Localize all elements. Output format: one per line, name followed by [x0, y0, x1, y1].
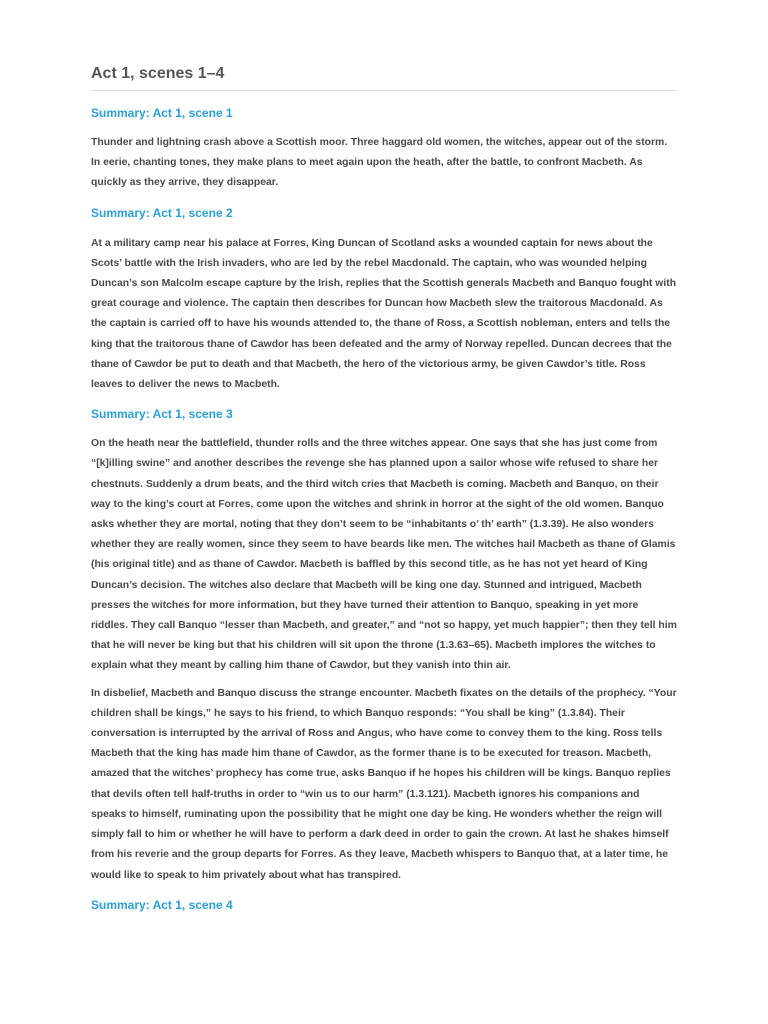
- summary-paragraph-scene-2: At a military camp near his palace at Forres, King Duncan of Scotland asks a wounded captain for news about the Scots’ battle with the Irish invaders, who are led by the rebel Macdonald. The captain, who was wounded helping Duncan’s son Malcolm escape capture by the Irish, replies that the Scottish generals Macbeth and Banquo fought with great courage and violence. The captain then describes for Duncan how Macbeth slew the traitorous Macdonald. As the captain is carried off to have his wounds attended to, the thane of Ross, a Scottish nobleman, enters and tells the king that the traitorous thane of Cawdor has been defeated and the army of Norway repelled. Duncan decrees that the thane of Cawdor be put to death and that Macbeth, the hero of the victorious army, be given Cawdor’s title. Ross leaves to deliver the news to Macbeth.: [91, 237, 677, 391]
- section-heading-scene-1: Summary: Act 1, scene 1: [91, 106, 233, 120]
- section-heading-scene-4: Summary: Act 1, scene 4: [91, 897, 233, 912]
- summary-paragraph-scene-1: Thunder and lightning crash above a Scottish moor. Three haggard old women, the witches, appear out of the storm. In eerie, chanting tones, they make plans to meet again upon the heath, after the battle, to confront Macbeth. As quickly as they arrive, they disappear.: [91, 137, 668, 189]
- summary-paragraph-scene-3-part-2: In disbelief, Macbeth and Banquo discuss the strange encounter. Macbeth fixates on the details of the prophecy. “Your children shall be kings,” he says to his friend, to which Banquo responds: “You shall be king” (1.3.84). Their conversation is interrupted by the arrival of Ross and Angus, who have come to convey them to the king. Ross tells Macbeth that the king has made him thane of Cawdor, as the former thane is to be executed for treason. Macbeth, amazed that the witches’ prophecy has come true, asks Banquo if he hopes his children will be kings. Banquo replies that devils often tell half-truths in order to “win us to our harm” (1.3.121). Macbeth ignores his companions and speaks to himself, ruminating upon the possibility that he might one day be king. He wonders whether the reign will simply fall to him or whether he will have to perform a dark deed in order to gain the crown. At last he shakes himself from his reverie and the group departs for Forres. As they leave, Macbeth whispers to Banquo that, at a later time, he would like to speak to him privately about what has transpired.: [91, 687, 677, 881]
- page-title: Act 1, scenes 1–4: [91, 64, 677, 91]
- section-heading-scene-3: Summary: Act 1, scene 3: [91, 407, 233, 422]
- section-heading-scene-2: Summary: Act 1, scene 2: [91, 205, 233, 220]
- summary-paragraph-scene-3-part-1: On the heath near the battlefield, thunder rolls and the three witches appear. One says that she has just come from “[k]illing swine” and another describes the revenge she has planned upon a sailor whose wife refused to share her chestnuts. Suddenly a drum beats, and the third witch cries that Macbeth is coming. Macbeth and Banquo, on their way to the king’s court at Forres, come upon the witches and shrink in horror at the sight of the old women. Banquo asks whether they are mortal, noting that they don’t seem to be “inhabitants o’ th’ earth” (1.3.39). He also wonders whether they are really women, since they seem to have beards like men. The witches hail Macbeth as thane of Glamis (his original title) and as thane of Cawdor. Macbeth is baffled by this second title, as he has not yet heard of King Duncan’s decision. The witches also declare that Macbeth will be king one day. Stunned and intrigued, Macbeth presses the witches for more information, but they have turned their attention to Banquo, speaking in yet more riddles. They call Banquo “lesser than Macbeth, and greater,” and “not so happy, yet much happier”; then they tell him that he will never be king but that his children will sit upon the throne (1.3.63–65). Macbeth implores the witches to explain what they meant by calling him thane of Cawdor, but they vanish into thin air.: [91, 438, 677, 672]
